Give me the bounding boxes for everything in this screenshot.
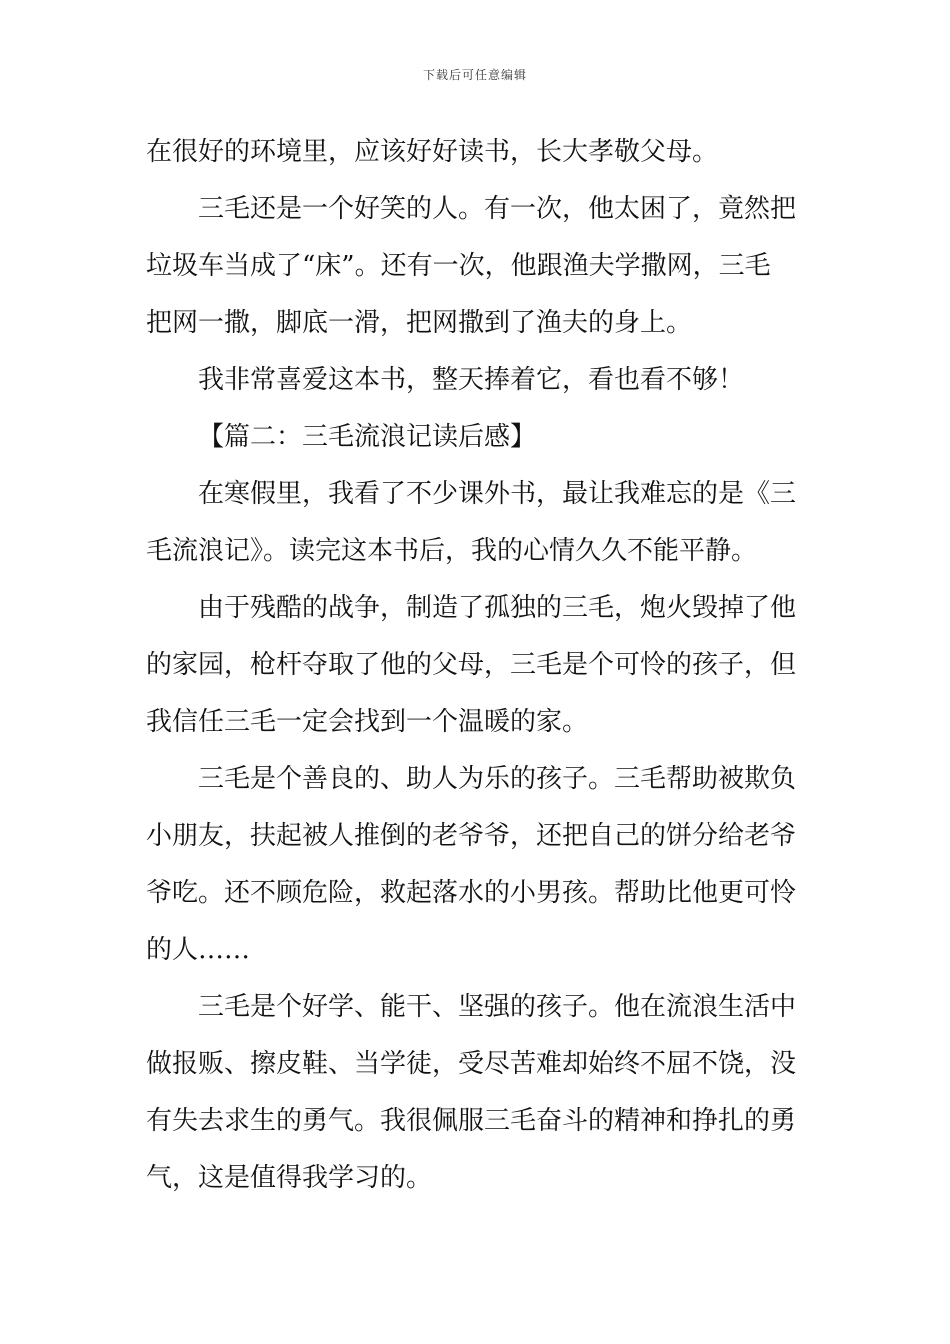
header-note: 下载后可任意编辑 bbox=[422, 68, 527, 82]
text-line: 做报贩、擦皮鞋、当学徒，受尽苦难却始终不屈不饶，没 bbox=[146, 1049, 797, 1079]
text-line: 我非常喜爱这本书，整天捧着它，看也看不够！ bbox=[198, 365, 745, 395]
text-line: 由于残酷的战争，制造了孤独的三毛，炮火毁掉了他 bbox=[198, 593, 797, 623]
paragraph bbox=[146, 124, 808, 181]
text-line: 毛流浪记》。读完这本书后，我的心情久久不能平静。 bbox=[146, 536, 758, 566]
text-line: 在寒假里，我看了不少课外书，最让我难忘的是《三 bbox=[198, 479, 797, 509]
text-line: 在很好的环境里，应该好好读书，长大孝敬父母。 bbox=[146, 137, 719, 167]
text-line: 的家园，枪杆夺取了他的父母，三毛是个可怜的孩子，但 bbox=[146, 650, 797, 680]
text-line: 垃圾车当成了“床”。还有一次，他跟渔夫学撒网，三毛 bbox=[146, 251, 771, 281]
text-line: 三毛是个善良的、助人为乐的孩子。三毛帮助被欺负 bbox=[198, 764, 797, 794]
paragraph bbox=[146, 580, 808, 751]
text-line: 三毛是个好学、能干、坚强的孩子。他在流浪生活中 bbox=[198, 992, 797, 1022]
text-line: 气，这是值得我学习的。 bbox=[146, 1163, 433, 1193]
text-line: 有失去求生的勇气。我很佩服三毛奋斗的精神和挣扎的勇 bbox=[146, 1106, 797, 1136]
text-line: 的人…… bbox=[146, 935, 251, 965]
text-line: 小朋友，扶起被人推倒的老爷爷，还把自己的饼分给老爷 bbox=[146, 821, 797, 851]
text-line: 爷吃。还不顾危险，救起落水的小男孩。帮助比他更可怜 bbox=[146, 878, 797, 908]
text-line: 把网一撒，脚底一滑，把网撒到了渔夫的身上。 bbox=[146, 308, 693, 338]
text-line: 三毛还是一个好笑的人。有一次，他太困了，竟然把 bbox=[198, 194, 797, 224]
text-line: 我信任三毛一定会找到一个温暖的家。 bbox=[146, 707, 589, 737]
paragraph bbox=[146, 751, 808, 979]
paragraph bbox=[146, 352, 808, 409]
paragraph bbox=[146, 466, 808, 580]
section-heading bbox=[146, 409, 808, 466]
paragraph bbox=[146, 181, 808, 352]
paragraph bbox=[146, 979, 808, 1207]
section-heading-text: 【篇二：三毛流浪记读后感】 bbox=[198, 422, 537, 452]
document-body bbox=[146, 124, 808, 1207]
